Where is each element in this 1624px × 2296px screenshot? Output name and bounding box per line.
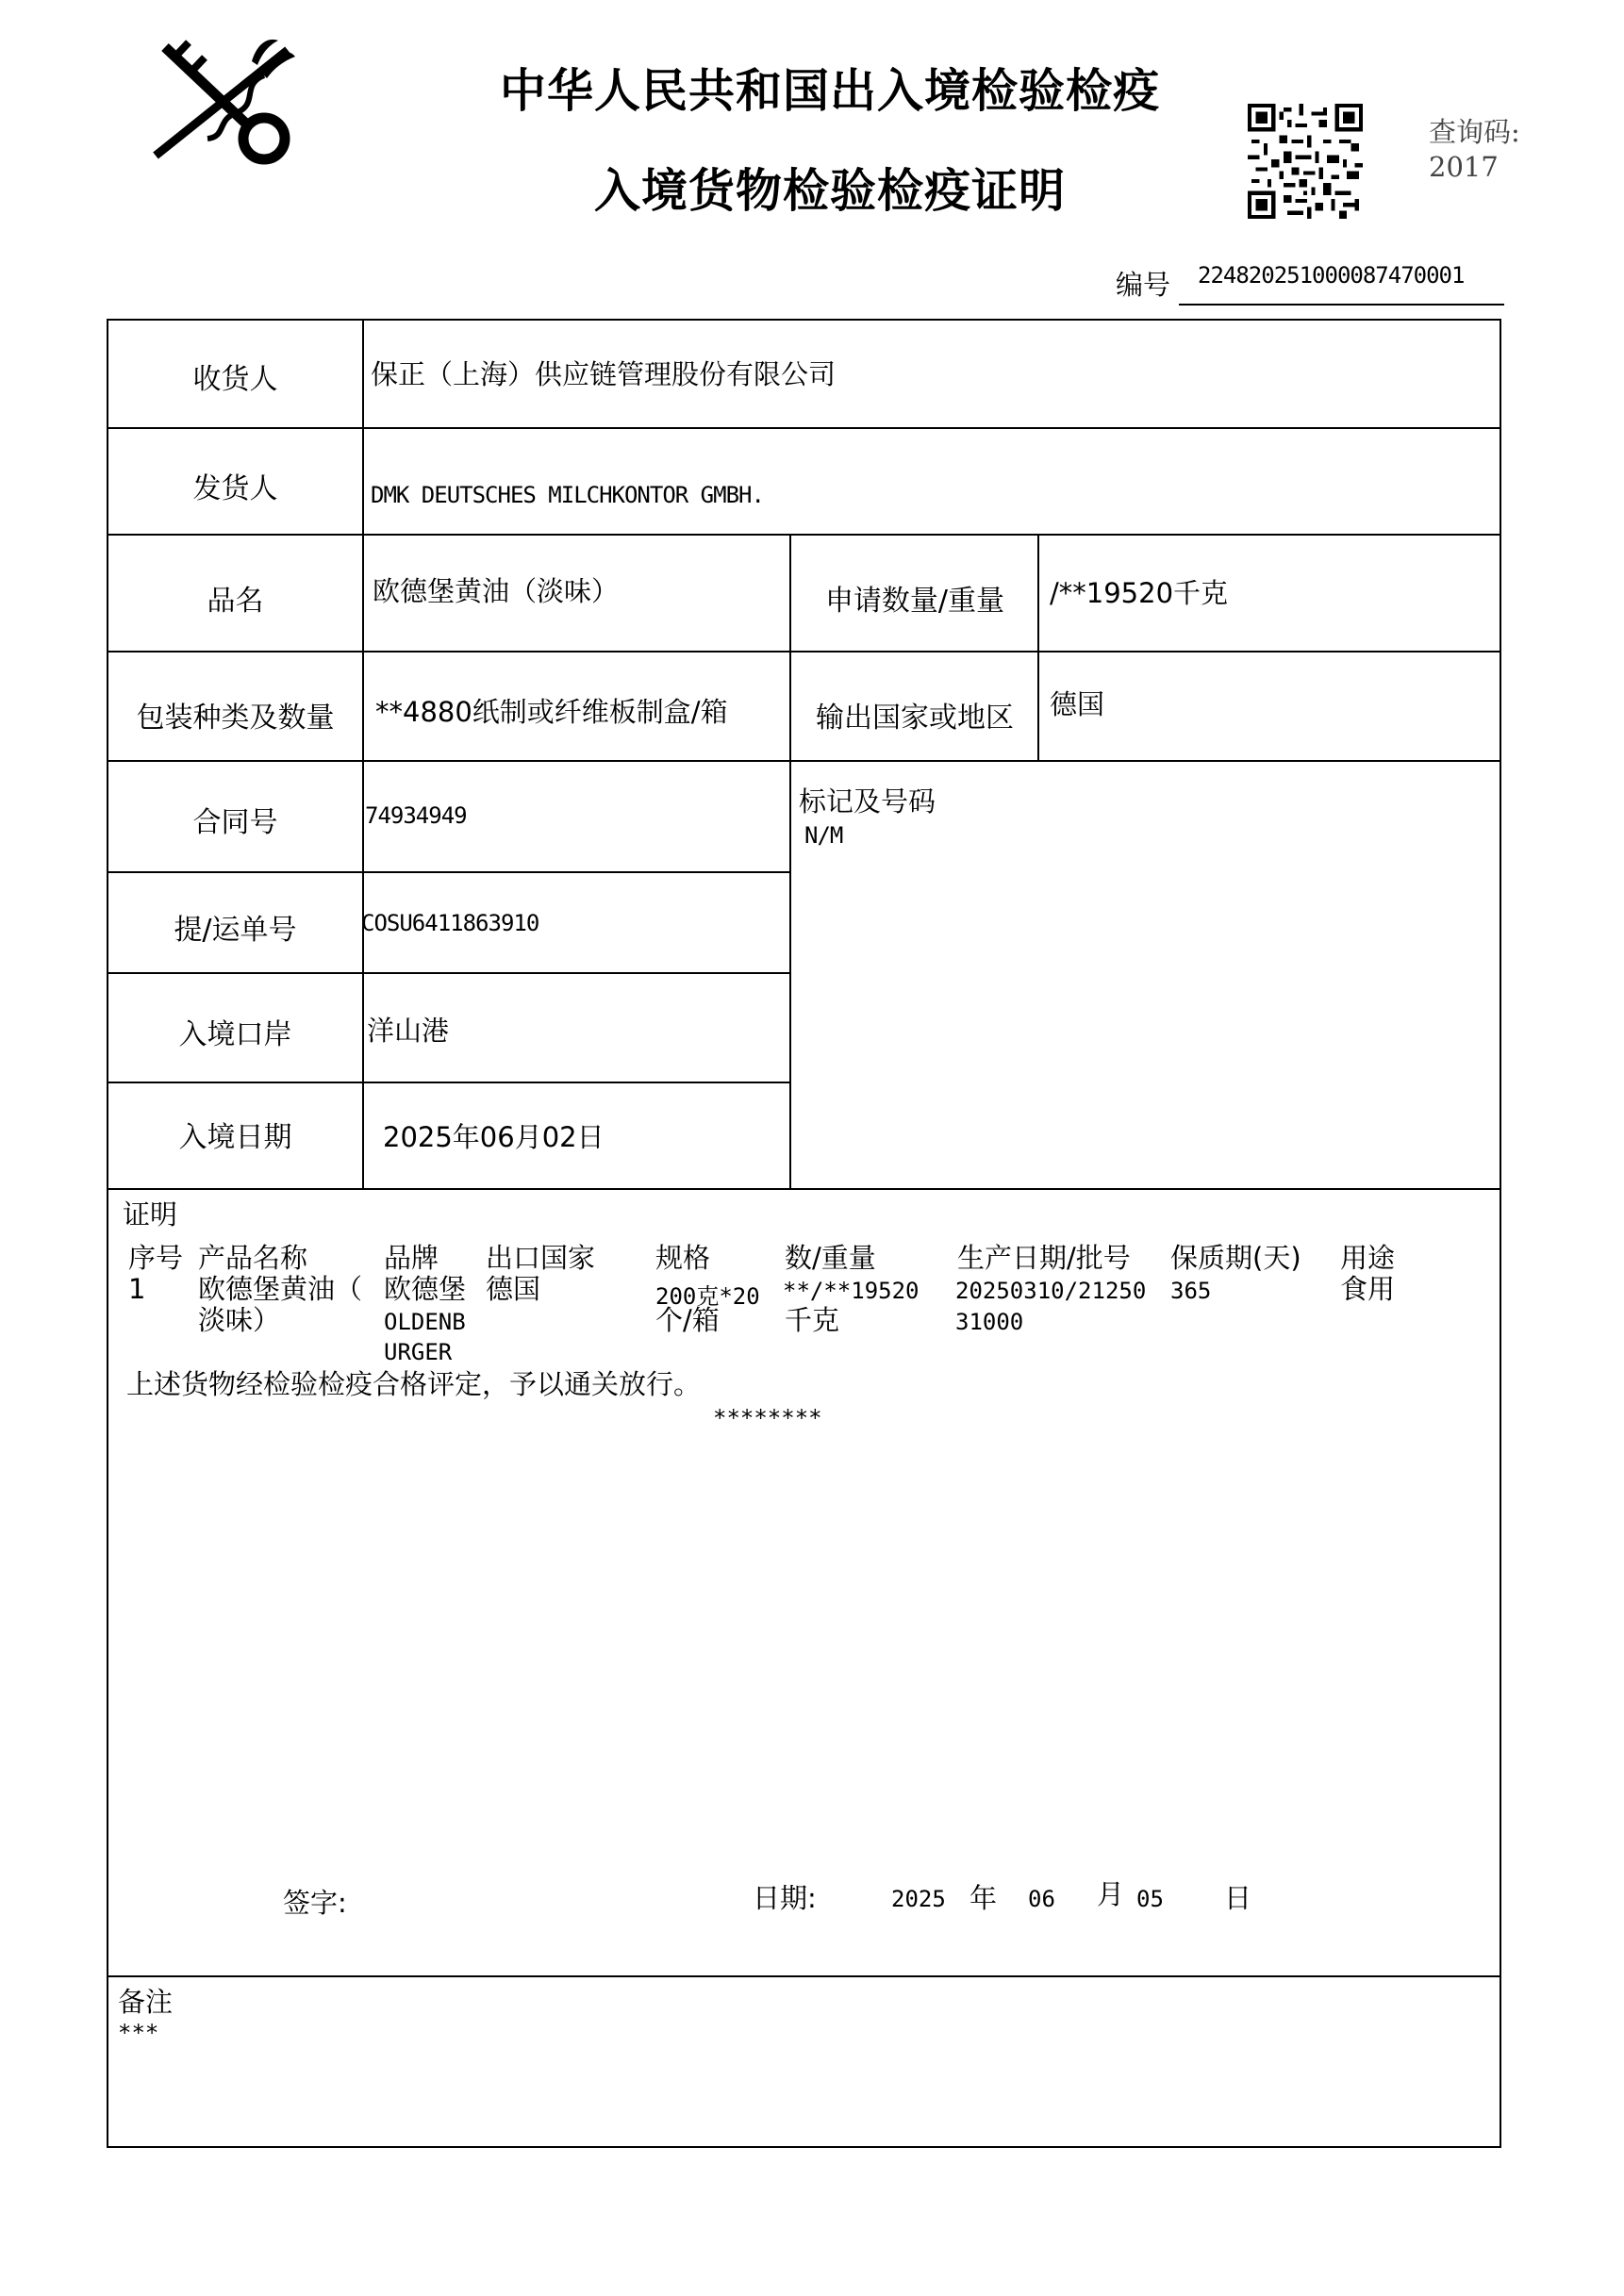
bill-of-lading-label: 提/运单号 — [174, 914, 297, 947]
sign-date-year-unit: 年 — [969, 1882, 998, 1914]
signature-label: 签字: — [283, 1887, 347, 1919]
consignor-label: 发货人 — [192, 472, 278, 505]
marks-label: 标记及号码 — [799, 785, 936, 818]
product-label: 品名 — [207, 585, 264, 618]
package-label: 包装种类及数量 — [136, 702, 335, 735]
certificate-number-value: 224820251000087470001 — [1198, 262, 1465, 289]
row-brand-line3: URGER — [384, 1339, 453, 1365]
certificate-number-label: 编号 — [1116, 269, 1171, 301]
table-hline — [107, 651, 1501, 652]
column-seq: 序号 — [128, 1242, 184, 1274]
column-batch: 生产日期/批号 — [957, 1242, 1131, 1274]
export-country-value: 德国 — [1050, 688, 1105, 720]
column-product-name: 产品名称 — [198, 1242, 308, 1274]
certificate-number-underline — [1179, 304, 1504, 306]
sign-date-day-unit: 日 — [1224, 1882, 1252, 1914]
entry-port-value: 洋山港 — [367, 1015, 450, 1047]
table-hline — [107, 1082, 790, 1083]
row-brand-line1: 欧德堡 — [384, 1273, 467, 1305]
row-name-line2: 淡味） — [198, 1304, 281, 1336]
row-brand-line2: OLDENB — [384, 1309, 466, 1335]
package-value: **4880纸制或纤维板制盒/箱 — [375, 696, 728, 728]
table-vline — [789, 534, 791, 1190]
row-use: 食用 — [1340, 1273, 1396, 1305]
contract-number-label: 合同号 — [192, 806, 278, 839]
document-title-line1: 中华人民共和国出入境检验检疫 — [499, 64, 1160, 118]
table-border-top — [107, 319, 1501, 321]
consignee-label: 收货人 — [192, 363, 278, 396]
entry-port-label: 入境口岸 — [178, 1018, 292, 1051]
column-brand: 品牌 — [384, 1242, 439, 1274]
row-spec-line1: 200克*20 — [655, 1283, 760, 1310]
marks-value: N/M — [804, 822, 843, 849]
entry-date-label: 入境日期 — [178, 1121, 292, 1154]
certificate-heading: 证明 — [123, 1198, 178, 1231]
sign-date-month: 06 — [1028, 1886, 1055, 1912]
ciq-emblem-logo — [146, 33, 297, 170]
table-hline — [107, 1188, 1501, 1190]
consignor-value: DMK DEUTSCHES MILCHKONTOR GMBH. — [371, 482, 764, 508]
sign-date-year: 2025 — [891, 1886, 946, 1912]
certificate-statement: 上述货物经检验检疫合格评定，予以通关放行。 — [126, 1368, 702, 1400]
remarks-label: 备注 — [118, 1986, 174, 2018]
column-use: 用途 — [1340, 1242, 1396, 1274]
table-hline — [107, 972, 790, 974]
row-qty-line2: 千克 — [785, 1304, 840, 1336]
table-hline — [107, 760, 1501, 762]
quantity-value: /**19520千克 — [1050, 577, 1229, 609]
table-hline — [107, 871, 790, 873]
row-name-line1: 欧德堡黄油（ — [198, 1273, 363, 1305]
product-value: 欧德堡黄油（淡味） — [373, 575, 620, 607]
row-qty-line1: **/**19520 — [783, 1278, 920, 1304]
row-spec-line2: 个/箱 — [655, 1304, 720, 1336]
qr-code — [1248, 104, 1363, 219]
row-seq: 1 — [128, 1273, 146, 1305]
table-vline — [362, 319, 364, 1190]
table-vline — [1037, 534, 1039, 762]
export-country-label: 输出国家或地区 — [816, 702, 1014, 735]
quantity-label: 申请数量/重量 — [824, 585, 1005, 618]
row-origin: 德国 — [486, 1273, 541, 1305]
column-origin: 出口国家 — [486, 1242, 596, 1274]
table-border-bottom — [107, 2146, 1501, 2148]
table-hline — [107, 427, 1501, 429]
certificate-stars: ******** — [713, 1405, 822, 1431]
row-batch-line1: 20250310/21250 — [955, 1278, 1147, 1304]
table-hline — [107, 534, 1501, 536]
column-spec: 规格 — [655, 1242, 711, 1274]
contract-number-value: 74934949 — [365, 802, 467, 829]
entry-date-value: 2025年06月02日 — [383, 1121, 605, 1153]
bill-of-lading-value: COSU6411863910 — [361, 910, 539, 936]
column-quantity: 数/重量 — [785, 1242, 876, 1274]
row-shelf-life: 365 — [1170, 1278, 1212, 1304]
consignee-value: 保正（上海）供应链管理股份有限公司 — [371, 358, 837, 390]
sign-date-label: 日期: — [753, 1882, 817, 1914]
column-shelf-life: 保质期(天) — [1170, 1242, 1301, 1274]
table-border-right — [1500, 319, 1501, 2148]
query-code-value: 2017 — [1429, 151, 1499, 183]
sign-date-month-unit: 月 — [1097, 1878, 1125, 1910]
query-code-label: 查询码: — [1429, 116, 1520, 148]
remarks-value: *** — [118, 2020, 159, 2046]
row-batch-line2: 31000 — [955, 1309, 1024, 1335]
document-title-line2: 入境货物检验检疫证明 — [593, 164, 1066, 218]
table-hline — [107, 1975, 1501, 1977]
sign-date-day: 05 — [1136, 1886, 1164, 1912]
